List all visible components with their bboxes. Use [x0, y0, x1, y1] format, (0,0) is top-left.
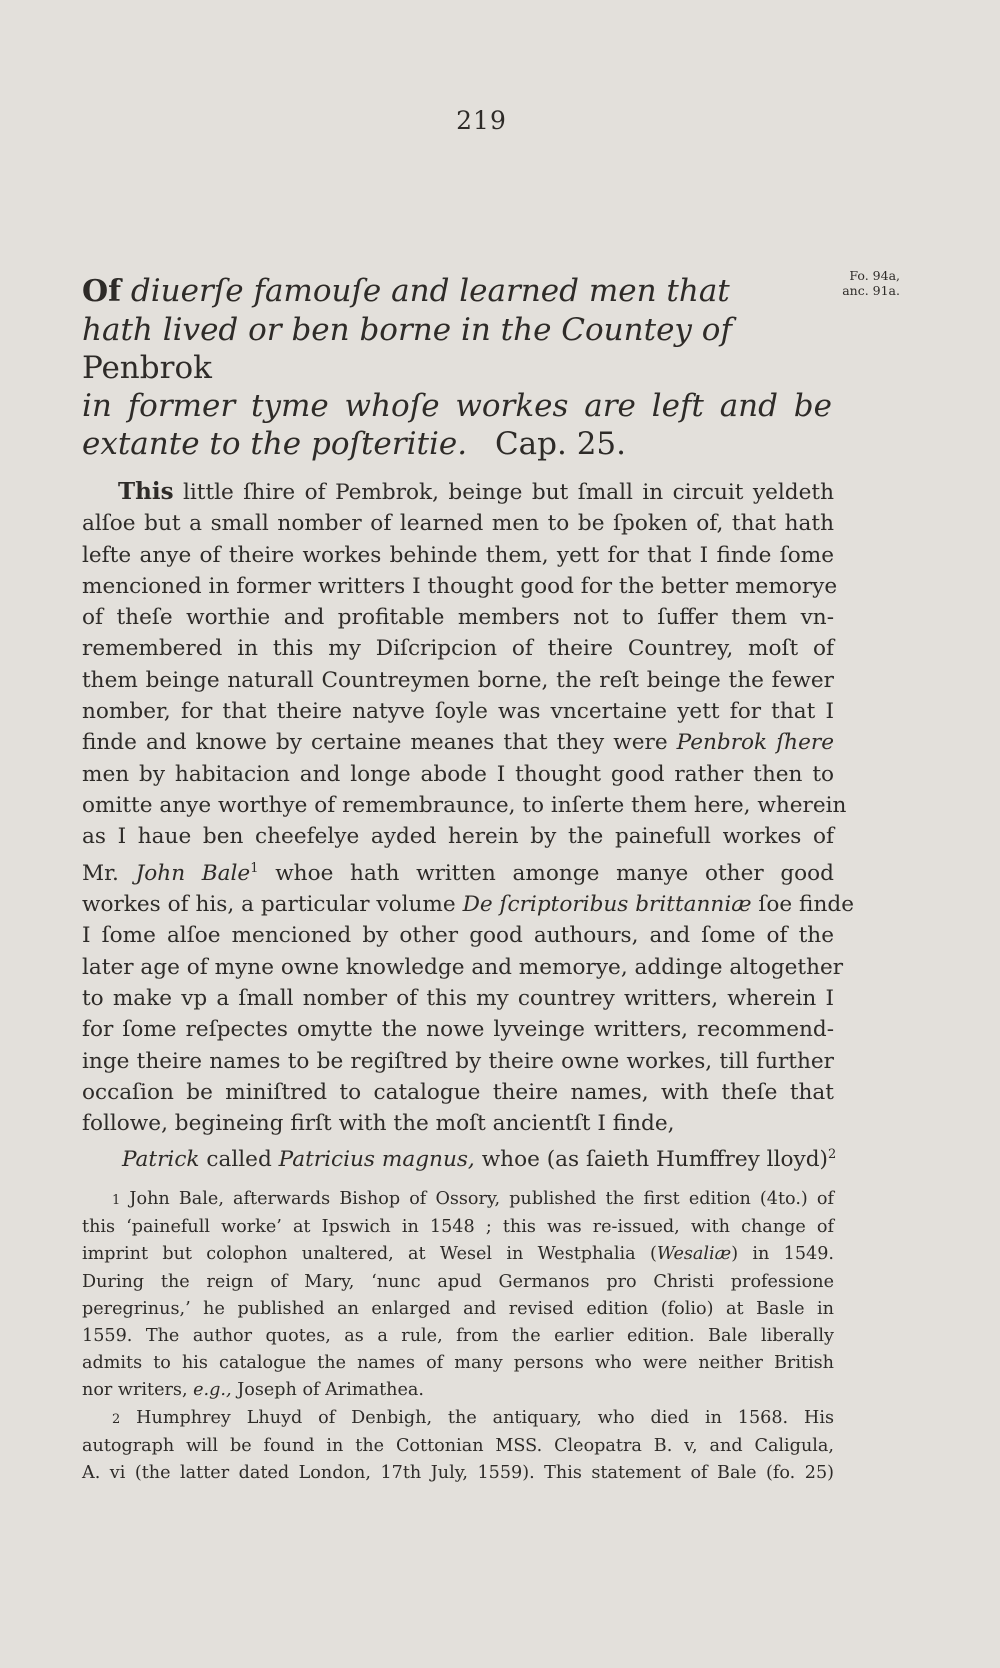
heading-line: in former tyme whoſe workes are left and be — [82, 388, 832, 424]
footnote-text: imprint but colophon unaltered, at Wesel in Westphalia ( — [82, 1244, 657, 1265]
body-line — [82, 853, 834, 889]
footnote-line: A. vi (the latter dated London, 17th July, 1559). This statement of Bale (fo. 25) — [82, 1463, 834, 1484]
body-line-text: called — [206, 1147, 272, 1173]
footnote-text: Joseph of Arimathea. — [237, 1380, 424, 1401]
heading-line — [82, 272, 832, 311]
body-line-text: Patrick — [122, 1147, 200, 1173]
body-line-text: little ſhire of Pembrok, beinge but ſmall in circuit yeldeth — [182, 480, 834, 505]
body-line: omitte anye worthye of remembraunce, to inſerte them here, wherein — [82, 792, 847, 818]
body-line: later age of myne owne knowledge and memorye, addinge altogether — [82, 954, 844, 980]
chapter-number: Cap. 25. — [494, 426, 626, 462]
footnote-line: 1559. The author quotes, as a rule, from the earlier edition. Bale liberally — [82, 1326, 834, 1347]
body-line-text: workes of his, a particular volume — [82, 892, 456, 918]
footnote-line — [82, 1186, 834, 1214]
heading-line — [82, 311, 832, 387]
margin-note-line: Fo. 94a, — [849, 268, 900, 283]
body-line-text: Mr. — [82, 860, 119, 886]
body-line: lefte anye of theire workes behinde them, yett for that I finde ſome — [82, 542, 834, 568]
body-line: as I haue ben cheefelye ayded herein by the painefull workes of — [82, 824, 834, 850]
footnote-line: During the reign of Mary, ‘nunc apud Germanos pro Christi professione — [82, 1271, 834, 1292]
body-line — [82, 1139, 837, 1175]
body-line: followe, begineing firſt with the moſt ancientſt I finde, — [82, 1111, 675, 1137]
body-line: of theſe worthie and profitable members not to ſuffer them vn- — [82, 605, 834, 631]
blackletter-initial-word: This — [118, 478, 174, 505]
heading-blackletter-word: Of — [82, 274, 122, 309]
body-text — [82, 476, 854, 1176]
footnote-marker: 2 — [112, 1411, 121, 1427]
body-line: inge theire names to be regiſtred by theire owne workes, till further — [82, 1048, 834, 1074]
body-line: I ſome alſoe mencioned by other good authours, and ſome of the — [82, 923, 834, 949]
footnote-text: Wesaliæ — [656, 1244, 732, 1265]
heading-text: diuerſe famouſe and learned men that — [130, 273, 730, 309]
body-line: occaſion be miniſtred to catalogue theire names, with theſe that — [82, 1079, 834, 1105]
body-line-text: Penbrok ſhere — [676, 730, 834, 756]
chapter-heading — [82, 272, 832, 463]
footnote-line: autograph will be found in the Cottonian MSS. Cleopatra B. v, and Caligula, — [82, 1435, 834, 1456]
footnote-reference: 1 — [250, 860, 259, 876]
footnote-reference: 2 — [827, 1147, 837, 1163]
heading-text: hath lived or ben borne in the Countey of — [82, 312, 732, 348]
heading-text: Penbrok — [82, 350, 212, 386]
footnote-text: ) in 1549. — [731, 1244, 835, 1265]
footnote-line: peregrinus,’ he published an enlarged and revised edition (folio) at Basle in — [82, 1298, 834, 1319]
footnote-line — [82, 1241, 834, 1268]
footnote-line: this ‘painefull worke’ at Ipswich in 1548 ; this was re-issued, with change of — [82, 1217, 834, 1238]
heading-text: extante to the poſteritie. — [82, 426, 468, 462]
body-line: men by habitacion and longe abode I thought good rather then to — [82, 761, 834, 787]
body-line-text: whoe (as ſaieth Humffrey lloyd) — [481, 1147, 828, 1173]
page-number: 219 — [456, 106, 507, 135]
footnote-text: nor writers, — [82, 1380, 188, 1401]
body-line: to make vp a ſmall nomber of this my countrey writters, wherein I — [82, 985, 834, 1011]
body-line-text: De ſcriptoribus brittanniæ — [462, 892, 752, 918]
footnote-line — [82, 1405, 834, 1433]
body-line: them beinge naturall Countreymen borne, the reſt beinge the fewer — [82, 667, 834, 693]
footnote-line — [82, 1377, 834, 1404]
body-line-text: finde and knowe by certaine meanes that they were — [82, 730, 668, 756]
footnote-line: admits to his catalogue the names of many persons who were neither British — [82, 1353, 834, 1374]
footnote-text: John Bale, afterwards Bishop of Ossory, published the first edition (4to.) of — [129, 1189, 835, 1209]
body-line: alſoe but a small nomber of learned men to be ſpoken of, that hath — [82, 511, 834, 537]
body-line: for ſome reſpectes omytte the nowe lyveinge writters, recommend- — [82, 1017, 834, 1043]
body-line — [82, 476, 834, 508]
footnote-marker: 1 — [112, 1193, 121, 1208]
body-line: mencioned in former writters I thought good for the better memorye — [82, 573, 838, 599]
body-line: nomber, for that theire natyve ſoyle was vncertaine yett for that I — [82, 699, 834, 725]
margin-note — [838, 268, 900, 298]
body-line-text: whoe hath written amonge manye other good — [275, 860, 834, 886]
body-line: remembered in this my Diſcripcion of theire Countrey, moſt of — [82, 636, 834, 662]
body-line-text: Patricius magnus, — [278, 1147, 475, 1173]
margin-note-line: anc. 91a. — [842, 283, 900, 298]
footnote-text: Humphrey Lhuyd of Denbigh, the antiquary, who died in 1568. His — [136, 1407, 835, 1428]
body-line — [82, 889, 854, 920]
body-line-text: ſoe finde — [758, 892, 854, 918]
body-line-text: John Bale — [135, 860, 251, 886]
footnotes — [82, 1186, 834, 1487]
footnote-text: e.g., — [193, 1380, 232, 1401]
body-line — [82, 727, 834, 758]
heading-line — [82, 425, 832, 463]
